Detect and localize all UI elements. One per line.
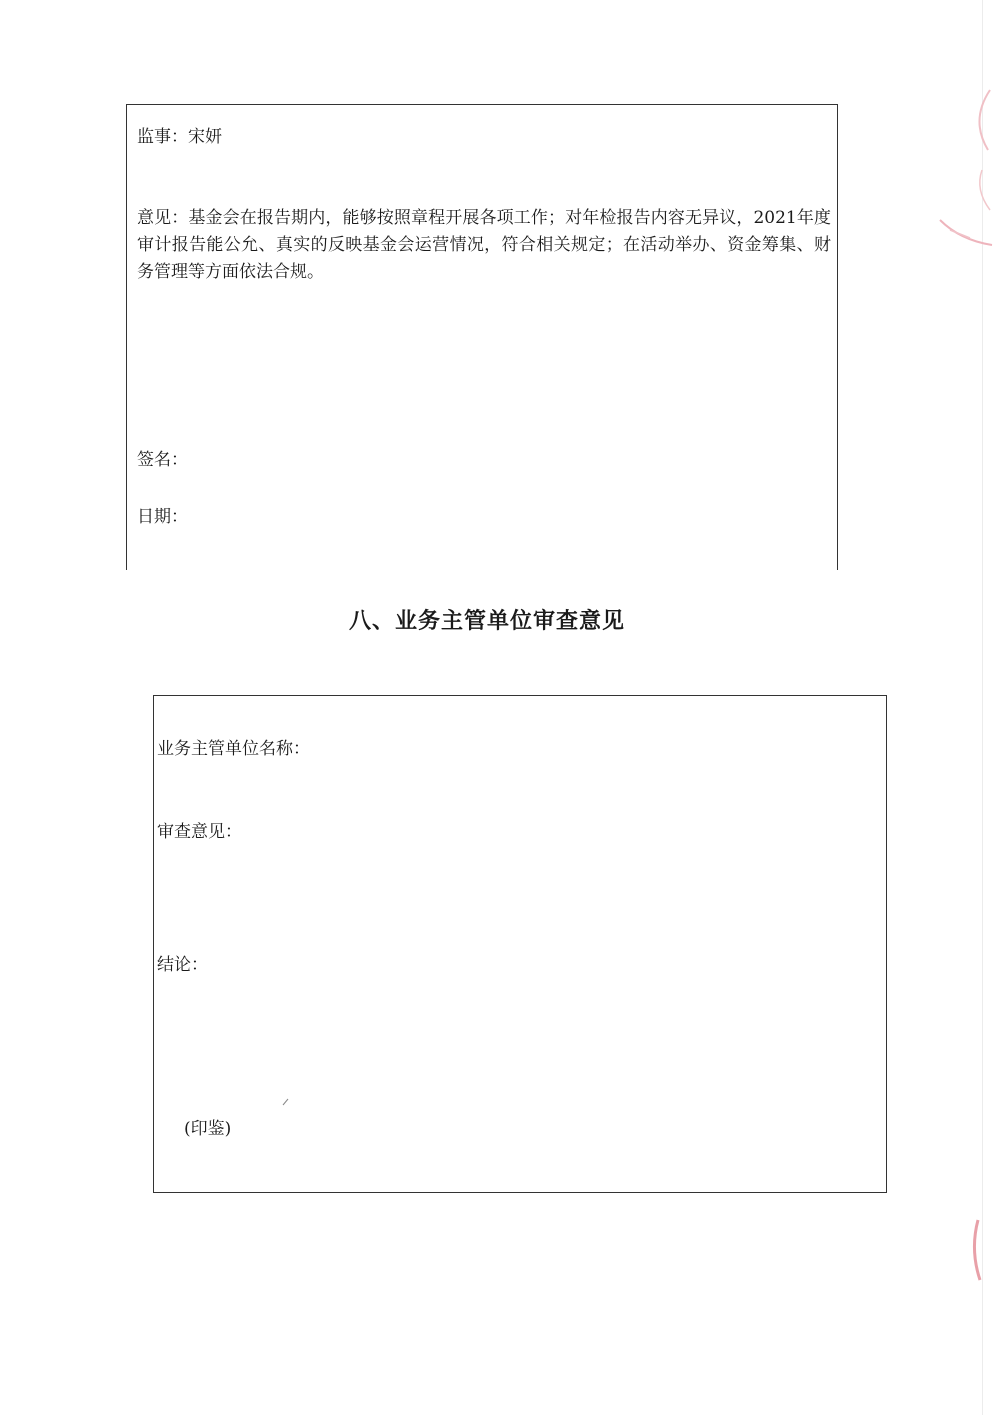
- seal-label: (印鉴): [184, 1119, 232, 1139]
- review-opinion-label: 审查意见：: [157, 822, 242, 842]
- supervisor-opinion-text: 意见：基金会在报告期内，能够按照章程开展各项工作；对年检报告内容无异议，2021年度审计报告能公允、真实的反映基金会运营情况，符合相关规定；在活动举办、资金筹集、财务管理等方面依法合规。: [137, 208, 831, 282]
- stamp-trace-bottom: [960, 1210, 1000, 1290]
- section-title: 八、业务主管单位审查意见: [348, 609, 625, 634]
- authority-unit-name-label: 业务主管单位名称：: [157, 739, 310, 759]
- scan-speck: [282, 1098, 290, 1106]
- supervisor-opinion-box: [126, 104, 838, 570]
- date-label: 日期：: [137, 507, 188, 527]
- stamp-trace-top: [930, 80, 1000, 270]
- signature-label: 签名：: [137, 450, 188, 470]
- authority-review-box: [153, 695, 887, 1193]
- supervisor-name: 监事：宋妍: [137, 127, 222, 147]
- conclusion-label: 结论：: [157, 955, 208, 975]
